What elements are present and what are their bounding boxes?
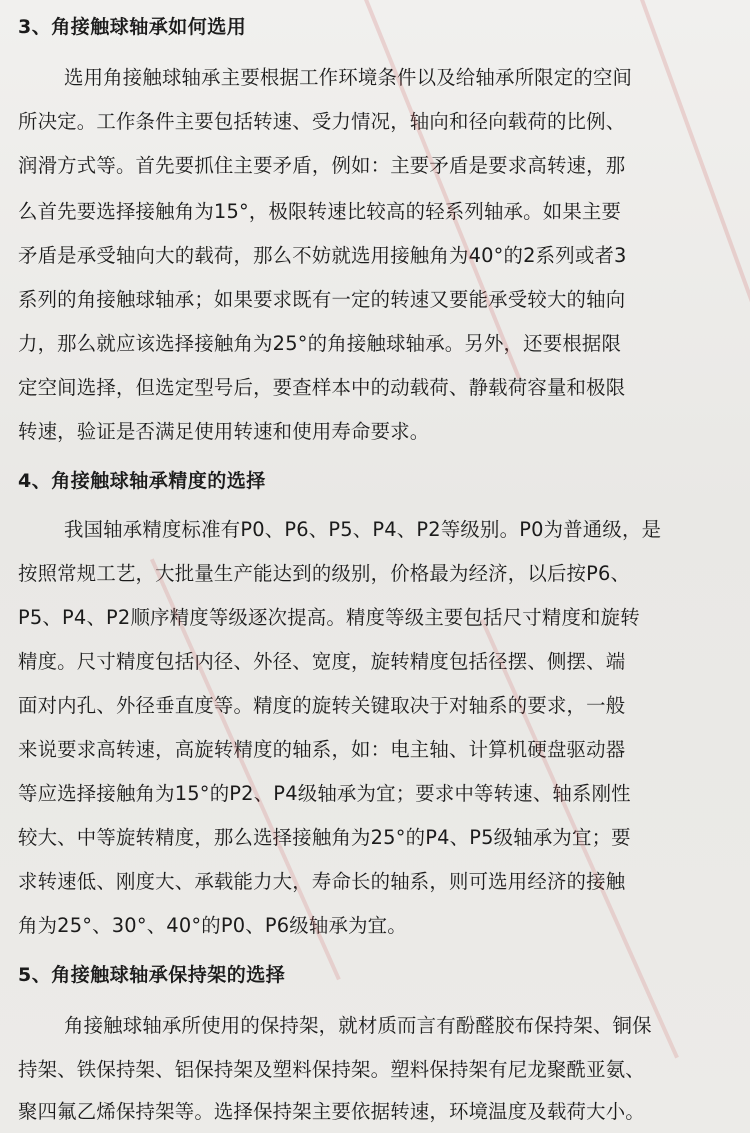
paragraph-line: 来说要求高转速，高旋转精度的轴系，如：电主轴、计算机硬盘驱动器: [18, 738, 626, 761]
paragraph-line: 转速，验证是否满足使用转速和使用寿命要求。: [18, 420, 430, 443]
paragraph-line: 所决定。工作条件主要包括转速、受力情况，轴向和径向载荷的比例、: [18, 110, 626, 133]
section-title-5: 5、角接触球轴承保持架的选择: [18, 964, 286, 986]
section-title-4: 4、角接触球轴承精度的选择: [18, 470, 266, 492]
paragraph-line: 等应选择接触角为15°的P2、P4级轴承为宜；要求中等转速、轴系刚性: [18, 782, 631, 805]
paragraph-line: P5、P4、P2顺序精度等级逐次提高。精度等级主要包括尺寸精度和旋转: [18, 606, 640, 629]
paragraph-line: 系列的角接触球轴承；如果要求既有一定的转速又要能承受较大的轴向: [18, 288, 626, 311]
paragraph-line: 选用角接触球轴承主要根据工作环境条件以及给轴承所限定的空间: [64, 66, 633, 89]
paragraph-line: 力，那么就应该选择接触角为25°的角接触球轴承。另外，还要根据限: [18, 332, 622, 355]
paragraph-line: 持架、铁保持架、铝保持架及塑料保持架。塑料保持架有尼龙聚酰亚氨、: [18, 1058, 645, 1081]
paragraph-line: 矛盾是承受轴向大的载荷，那么不妨就选用接触角为40°的2系列或者3: [18, 244, 627, 267]
paragraph-line: 么首先要选择接触角为15°，极限转速比较高的轻系列轴承。如果主要: [18, 200, 622, 223]
paragraph-line: 精度。尺寸精度包括内径、外径、宽度，旋转精度包括径摆、侧摆、端: [18, 650, 626, 673]
watermark-stroke: [640, 0, 750, 489]
paragraph-line: 聚四氟乙烯保持架等。选择保持架主要依据转速，环境温度及载荷大小。: [18, 1100, 645, 1123]
watermark-stroke: [360, 0, 521, 379]
section-title-3: 3、角接触球轴承如何选用: [18, 16, 247, 38]
paragraph-line: 定空间选择，但选定型号后，要查样本中的动载荷、静载荷容量和极限: [18, 376, 626, 399]
paragraph-line: 角接触球轴承所使用的保持架，就材质而言有酚醛胶布保持架、铜保: [64, 1014, 652, 1037]
paragraph-line: 润滑方式等。首先要抓住主要矛盾，例如：主要矛盾是要求高转速，那: [18, 154, 626, 177]
paragraph-line: 我国轴承精度标准有P0、P6、P5、P4、P2等级别。P0为普通级，是: [64, 518, 662, 541]
paragraph-line: 求转速低、刚度大、承载能力大，寿命长的轴系，则可选用经济的接触: [18, 870, 626, 893]
paragraph-line: 按照常规工艺，大批量生产能达到的级别，价格最为经济，以后按P6、: [18, 562, 631, 585]
paragraph-line: 较大、中等旋转精度，那么选择接触角为25°的P4、P5级轴承为宜；要: [18, 826, 631, 849]
paragraph-line: 面对内孔、外径垂直度等。精度的旋转关键取决于对轴系的要求，一般: [18, 694, 626, 717]
paragraph-line: 角为25°、30°、40°的P0、P6级轴承为宜。: [18, 914, 407, 937]
